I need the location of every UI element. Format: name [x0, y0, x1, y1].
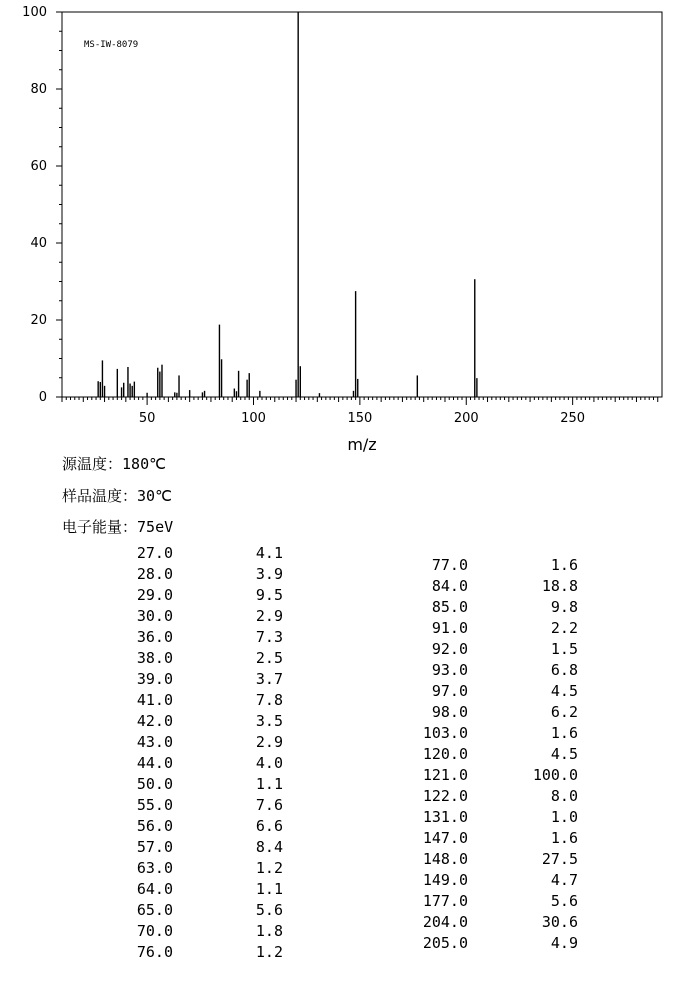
intensity-value: 2.9 — [255, 733, 283, 751]
intensity-value: 100.0 — [532, 766, 578, 784]
mz-value: 103.0 — [422, 724, 468, 742]
mz-value: 84.0 — [431, 577, 468, 595]
intensity-value: 3.7 — [255, 670, 283, 688]
y-tick-label: 0 — [38, 390, 47, 405]
sample-temp-label: 样品温度： — [62, 487, 138, 505]
intensity-value: 4.5 — [550, 682, 578, 700]
intensity-value: 30.6 — [541, 913, 578, 931]
intensity-value: 1.2 — [255, 943, 283, 961]
intensity-value: 4.5 — [550, 745, 578, 763]
mz-value: 98.0 — [431, 703, 468, 721]
mz-value: 41.0 — [136, 691, 173, 709]
mz-value: 149.0 — [422, 871, 468, 889]
intensity-value: 4.7 — [550, 871, 578, 889]
plot-frame — [62, 12, 662, 397]
intensity-value: 1.6 — [550, 829, 578, 847]
sample-temperature — [62, 485, 172, 506]
intensity-value: 6.8 — [550, 661, 578, 679]
mz-value: 55.0 — [136, 796, 173, 814]
intensity-value: 1.6 — [550, 556, 578, 574]
mz-value: 64.0 — [136, 880, 173, 898]
x-tick-label: 150 — [347, 411, 373, 426]
spectrum-code: MS-IW-8079 — [84, 40, 139, 50]
x-axis-label: m/z — [347, 435, 377, 454]
mz-value: 131.0 — [422, 808, 468, 826]
intensity-value: 6.2 — [550, 703, 578, 721]
intensity-value: 2.9 — [255, 607, 283, 625]
source-temp-value: 180℃ — [122, 455, 166, 473]
intensity-value: 1.8 — [255, 922, 283, 940]
mz-value: 28.0 — [136, 565, 173, 583]
mz-value: 50.0 — [136, 775, 173, 793]
intensity-value: 1.1 — [255, 880, 283, 898]
mz-value: 38.0 — [136, 649, 173, 667]
mz-value: 70.0 — [136, 922, 173, 940]
mz-value: 93.0 — [431, 661, 468, 679]
electron-energy — [62, 516, 173, 537]
mz-value: 42.0 — [136, 712, 173, 730]
intensity-value: 5.6 — [255, 901, 283, 919]
y-axis — [22, 5, 62, 405]
intensity-value: 3.5 — [255, 712, 283, 730]
intensity-value: 1.0 — [550, 808, 578, 826]
intensity-value: 7.6 — [255, 796, 283, 814]
sample-temp-value: 30℃ — [137, 487, 172, 505]
intensity-value: 3.9 — [255, 565, 283, 583]
intensity-value: 1.5 — [550, 640, 578, 658]
mz-value: 97.0 — [431, 682, 468, 700]
y-tick-label: 100 — [22, 5, 47, 20]
mz-value: 85.0 — [431, 598, 468, 616]
intensity-value: 1.6 — [550, 724, 578, 742]
mz-value: 43.0 — [136, 733, 173, 751]
mz-value: 63.0 — [136, 859, 173, 877]
electron-energy-label: 电子能量： — [62, 518, 138, 536]
intensity-value: 8.0 — [550, 787, 578, 805]
mz-value: 65.0 — [136, 901, 173, 919]
intensity-value: 7.8 — [255, 691, 283, 709]
peak-series — [98, 12, 477, 397]
mz-value: 177.0 — [422, 892, 468, 910]
x-tick-label: 50 — [138, 411, 156, 426]
mz-value: 204.0 — [422, 913, 468, 931]
intensity-value: 2.2 — [550, 619, 578, 637]
mass-spectrum-chart — [0, 0, 680, 460]
y-tick-label: 60 — [30, 159, 47, 174]
mz-value: 57.0 — [136, 838, 173, 856]
intensity-value: 4.9 — [550, 934, 578, 952]
mz-value: 122.0 — [422, 787, 468, 805]
intensity-value: 5.6 — [550, 892, 578, 910]
electron-energy-value: 75eV — [137, 518, 174, 536]
mz-value: 56.0 — [136, 817, 173, 835]
x-axis — [62, 397, 658, 426]
source-temp-label: 源温度： — [62, 455, 123, 473]
intensity-value: 9.5 — [255, 586, 283, 604]
intensity-value: 8.4 — [255, 838, 283, 856]
intensity-value: 2.5 — [255, 649, 283, 667]
mz-value: 30.0 — [136, 607, 173, 625]
mz-value: 39.0 — [136, 670, 173, 688]
intensity-value: 9.8 — [550, 598, 578, 616]
mz-value: 44.0 — [136, 754, 173, 772]
mz-value: 27.0 — [136, 544, 173, 562]
mz-value: 148.0 — [422, 850, 468, 868]
mz-value: 120.0 — [422, 745, 468, 763]
y-tick-label: 20 — [30, 313, 47, 328]
intensity-value: 4.0 — [255, 754, 283, 772]
y-tick-label: 40 — [30, 236, 47, 251]
mz-value: 92.0 — [431, 640, 468, 658]
intensity-value: 18.8 — [541, 577, 578, 595]
intensity-value: 27.5 — [541, 850, 578, 868]
mz-value: 205.0 — [422, 934, 468, 952]
intensity-value: 1.2 — [255, 859, 283, 877]
mz-value: 91.0 — [431, 619, 468, 637]
x-tick-label: 100 — [241, 411, 266, 426]
x-tick-label: 250 — [560, 411, 586, 426]
source-temperature — [62, 453, 166, 474]
mz-value: 147.0 — [422, 829, 468, 847]
mz-value: 77.0 — [431, 556, 468, 574]
x-tick-label: 200 — [453, 411, 479, 426]
mz-value: 76.0 — [136, 943, 173, 961]
mz-value: 36.0 — [136, 628, 173, 646]
intensity-value: 6.6 — [255, 817, 283, 835]
intensity-value: 7.3 — [255, 628, 283, 646]
mz-value: 29.0 — [136, 586, 173, 604]
intensity-value: 1.1 — [255, 775, 283, 793]
y-tick-label: 80 — [30, 82, 47, 97]
mz-value: 121.0 — [422, 766, 468, 784]
intensity-value: 4.1 — [255, 544, 283, 562]
